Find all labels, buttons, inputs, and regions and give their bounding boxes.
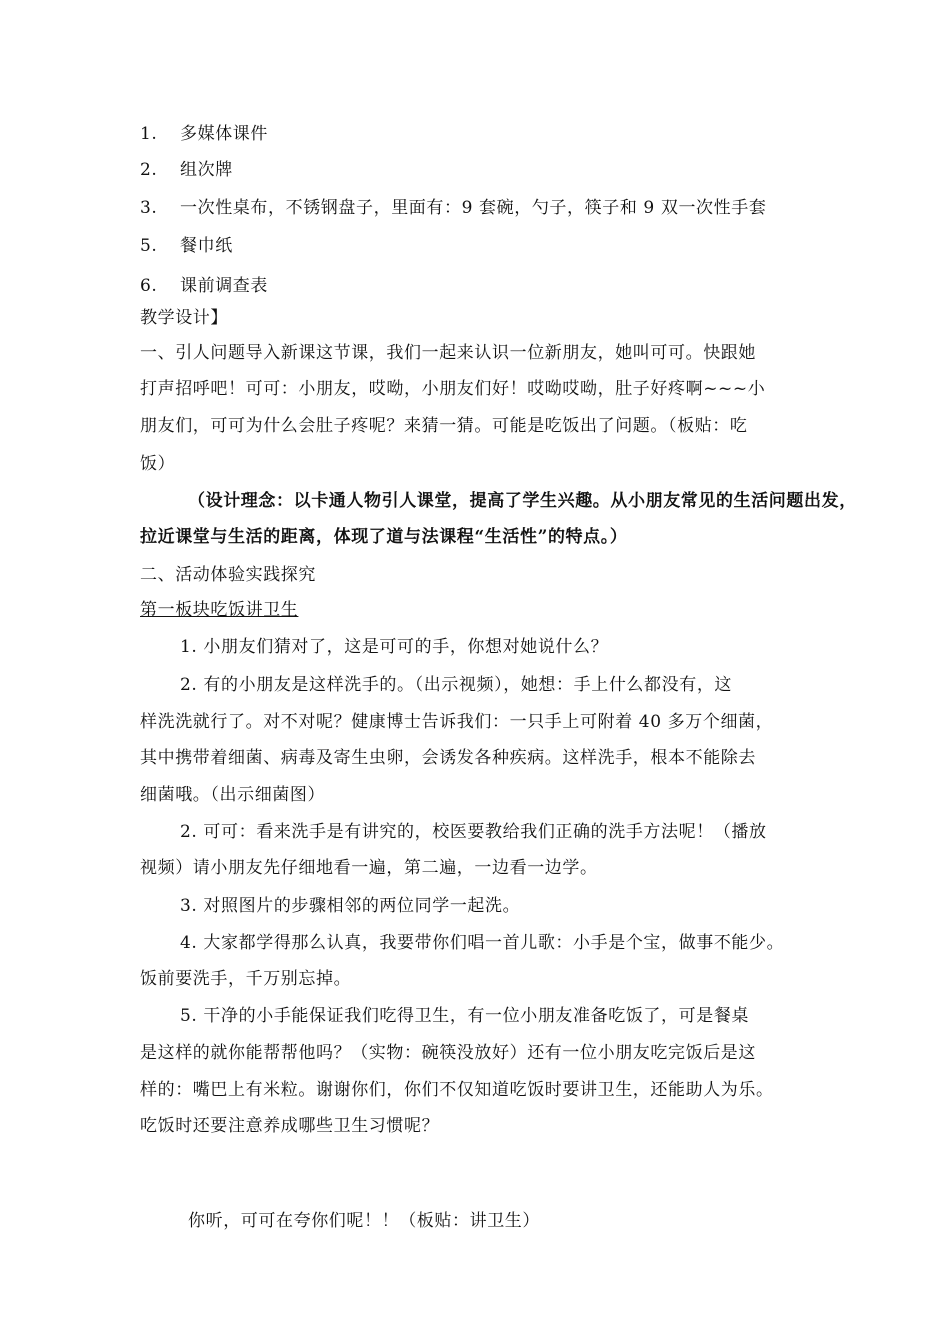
material-item [140,122,268,146]
material-text: 餐巾纸 [180,236,233,256]
block1-paragraph-5-line: 饭前要洗手，千万别忘掉。 [140,969,352,989]
material-text: 课前调查表 [180,276,268,296]
material-number: 2. [140,160,158,180]
material-number: 3. [140,198,158,218]
design-note-line: （设计理念：以卡通人物引人课堂，提高了学生兴趣。从小朋友常见的生活问题出发， [188,491,857,511]
block1-paragraph-3-line: 视频）请小朋友先仔细地看一遍，第二遍，一边看一边学。 [140,858,598,878]
material-number: 5. [140,236,158,256]
design-heading: 教学设计】 [140,308,228,328]
block1-closing: 你听，可可在夸你们呢！！（板贴：讲卫生） [188,1211,540,1231]
block1-heading: 第一板块吃饭讲卫生 [140,600,299,620]
block1-paragraph-2-line: 2. 有的小朋友是这样洗手的。（出示视频），她想：手上什么都没有，这 [180,675,733,695]
block1-paragraph-2-line: 其中携带着细菌、病毒及寄生虫卵，会诱发各种疾病。这样洗手，根本不能除去 [140,748,756,768]
section1-line: 饭） [140,454,176,474]
block1-paragraph-6-line: 吃饭时还要注意养成哪些卫生习惯呢？ [140,1116,440,1136]
design-note-line: 拉近课堂与生活的距离，体现了道与法课程“生活性”的特点。） [140,527,628,547]
block1-paragraph-5-line: 4. 大家都学得那么认真，我要带你们唱一首儿歌：小手是个宝，做事不能少。 [180,933,785,953]
block1-paragraph-4: 3. 对照图片的步骤相邻的两位同学一起洗。 [180,896,521,916]
section1-line: 一、引人问题导入新课这节课，我们一起来认识一位新朋友，她叫可可。快跟她 [140,343,756,363]
block1-paragraph-2-line: 细菌哦。（出示细菌图） [140,785,326,805]
block1-paragraph-6-line: 5. 干净的小手能保证我们吃得卫生，有一位小朋友准备吃饭了，可是餐桌 [180,1006,750,1026]
material-item [140,196,766,220]
material-item [140,234,233,258]
block1-paragraph-3-line: 2. 可可：看来洗手是有讲究的，校医要教给我们正确的洗手方法呢！（播放 [180,822,767,842]
material-text: 多媒体课件 [180,124,268,144]
section2-heading: 二、活动体验实践探究 [140,565,316,585]
material-text: 一次性桌布，不锈钢盘子，里面有：9 套碗，勺子，筷子和 9 双一次性手套 [180,198,767,218]
block1-paragraph-6-line: 样的：嘴巴上有米粒。谢谢你们，你们不仅知道吃饭时要讲卫生，还能助人为乐。 [140,1080,774,1100]
block1-paragraph-6-line: 是这样的就你能帮帮他吗？（实物：碗筷没放好）还有一位小朋友吃完饭后是这 [140,1043,756,1063]
material-number: 1. [140,124,158,144]
block1-paragraph-1: 1. 小朋友们猜对了，这是可可的手，你想对她说什么？ [180,637,609,657]
material-number: 6. [140,276,158,296]
material-item [140,274,268,298]
material-text: 组次牌 [180,160,233,180]
section1-line: 朋友们，可可为什么会肚子疼呢？来猜一猜。可能是吃饭出了问题。（板贴：吃 [140,416,748,436]
section1-line: 打声招呼吧！可可：小朋友，哎呦，小朋友们好！哎呦哎呦，肚子好疼啊~~~小 [140,379,766,399]
material-item [140,158,233,182]
block1-paragraph-2-line: 样洗洗就行了。对不对呢？健康博士告诉我们：一只手上可附着 40 多万个细菌， [140,712,774,732]
